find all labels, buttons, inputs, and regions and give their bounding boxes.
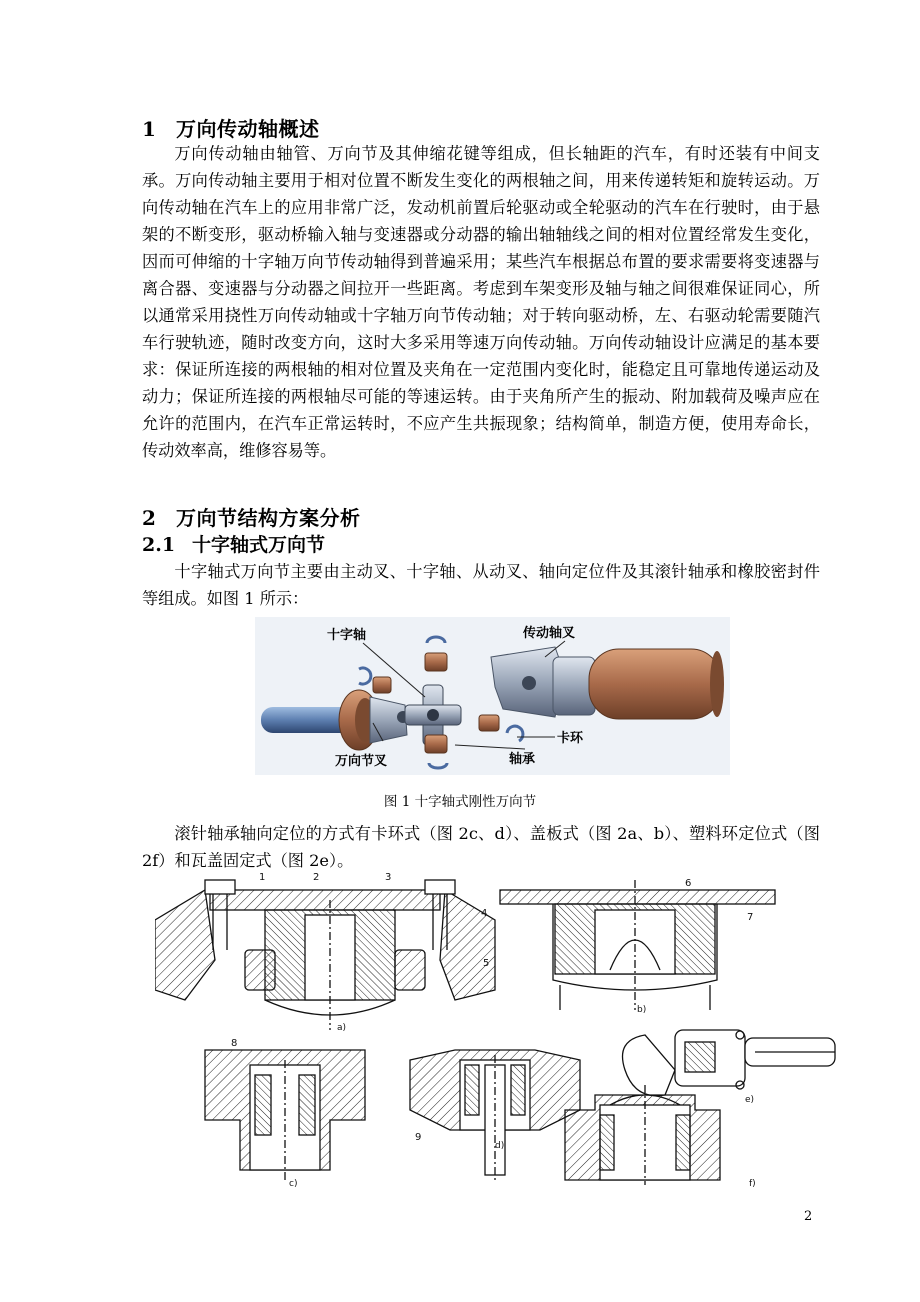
drawing-d	[410, 1050, 580, 1180]
section-title: 万向传动轴概述	[176, 117, 320, 141]
drawing-e	[623, 1030, 836, 1096]
paragraph-text: 滚针轴承轴向定位的方式有卡环式（图 2c、d）、盖板式（图 2a、b）、塑料环定位式（图 2f）和瓦盖固定式（图 2e）。	[142, 824, 820, 870]
drive-shaft-yoke	[491, 647, 724, 719]
callout-2: 2	[313, 872, 320, 883]
label-b: b)	[637, 1005, 647, 1015]
label-drive-shaft-yoke: 传动轴叉	[523, 626, 576, 641]
label-e: e)	[745, 1095, 755, 1105]
callout-9: 9	[415, 1132, 422, 1143]
figure-2-bearing-positioning	[155, 870, 840, 1190]
section-number: 2.1	[142, 534, 176, 556]
section-number: 2	[142, 506, 157, 530]
figure-1-caption: 图 1 十字轴式刚性万向节	[383, 794, 537, 810]
section-2-1-paragraph	[142, 558, 820, 612]
callout-1: 1	[259, 872, 266, 883]
drawing-f	[565, 1085, 720, 1185]
label-joint-yoke: 万向节叉	[335, 754, 388, 769]
callout-4: 4	[481, 908, 488, 919]
drawing-c	[205, 1050, 365, 1180]
label-bearing: 轴承	[509, 752, 536, 767]
label-a: a)	[337, 1023, 347, 1033]
section-number: 1	[142, 117, 157, 141]
section-1-heading	[142, 113, 320, 142]
drawing-b	[500, 880, 775, 1010]
label-snap-ring: 卡环	[557, 731, 584, 746]
drawing-a	[155, 880, 495, 1030]
label-d: d)	[495, 1141, 505, 1151]
callout-5: 5	[483, 958, 490, 969]
page-number: 2	[804, 1209, 813, 1224]
paragraph-text: 十字轴式万向节主要由主动叉、十字轴、从动叉、轴向定位件及其滚针轴承和橡胶密封件等组成。如图 1 所示：	[142, 562, 820, 608]
callout-8: 8	[231, 1038, 238, 1049]
section-title: 十字轴式万向节	[192, 534, 326, 556]
label-f: f)	[749, 1179, 756, 1189]
figure-1-universal-joint	[255, 617, 730, 775]
callout-6: 6	[685, 878, 692, 889]
label-cross-shaft: 十字轴	[327, 628, 367, 643]
section-2-1-heading	[142, 530, 325, 557]
section-2-heading	[142, 502, 361, 531]
section-1-paragraph	[142, 140, 820, 464]
paragraph-text: 万向传动轴由轴管、万向节及其伸缩花键等组成，但长轴距的汽车，有时还装有中间支承。万向传动轴主要用于相对位置不断发生变化的两根轴之间，用来传递转矩和旋转运动。万向传动轴在汽车上的应用非常广泛，发动机前置后轮驱动或全轮驱动的汽车在行驶时，由于悬架的不断变形，驱动桥输入轴与变速器或分动器的输出轴轴线之间的相对位置经常发生变化，因而可伸缩的十字轴万向节传动轴得到普遍采用；某些汽车根据总布置的要求需要将变速器与离合器、变速器与分动器之间拉开一些距离。考虑到车架变形及轴与轴之间很难保证同心，所以通常采用挠性万向传动轴或十字轴万向节传动轴；对于转向驱动桥，左、右驱动轮需要随汽车行驶轨迹，随时改变方向，这时大多采用等速万向传动轴。万向传动轴设计应满足的基本要求：保证所连接的两根轴的相对位置及夹角在一定范围内变化时，能稳定且可靠地传递运动及动力；保证所连接的两根轴尽可能的等速运转。由于夹角所产生的振动、附加载荷及噪声应在允许的范围内，在汽车正常运转时，不应产生共振现象；结构简单，制造方便，使用寿命长，传动效率高，维修容易等。	[142, 144, 820, 460]
callout-3: 3	[385, 872, 392, 883]
callout-7: 7	[747, 912, 754, 923]
label-c: c)	[289, 1179, 298, 1189]
bearing-positioning-paragraph	[142, 820, 820, 874]
section-title: 万向节结构方案分析	[176, 506, 361, 530]
